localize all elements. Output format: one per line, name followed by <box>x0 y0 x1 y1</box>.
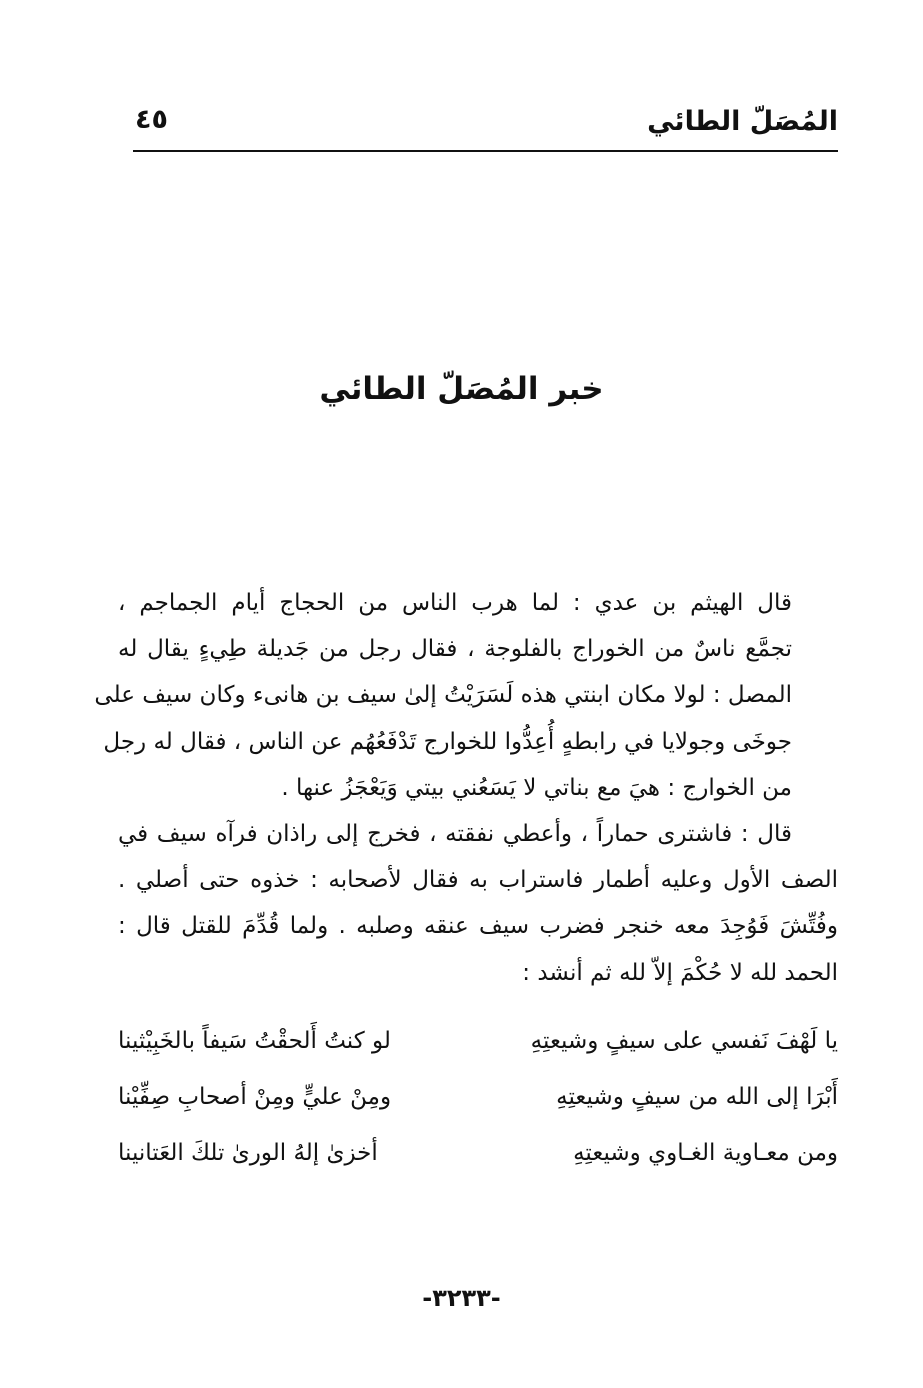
text-line: قال : فاشترى حماراً ، وأعطي نفقته ، فخرج إلى راذان فرآه سيف في <box>118 821 792 848</box>
text-line: الصف الأول وعليه أطمار فاستراب به فقال لأصحابه : خذوه حتى أصلي . <box>118 867 838 894</box>
verse-second-hemistich: لو كنتُ أَلحقْتُ سَيفاً بالخَبِيْثينا <box>118 1028 391 1054</box>
verse-first-hemistich: ومن معـاوية الغـاوي وشيعتِهِ <box>573 1140 838 1166</box>
text-line: جوخَى وجولايا في رابطهٍ أُعِدُّوا للخوارج تَدْفَعُهُم عن الناس ، فقال له رجل <box>103 728 792 755</box>
verse-line <box>118 1074 838 1120</box>
running-title: المُصَلّ الطائي <box>647 106 838 137</box>
header-rule <box>133 150 838 152</box>
verse-second-hemistich: ومِنْ عليٍّ ومِنْ أصحابِ صِفِّيْنا <box>118 1084 392 1110</box>
verse-first-hemistich: يا لَهْفَ نَفسي على سيفٍ وشيعتِهِ <box>530 1028 838 1054</box>
body-text <box>94 580 838 996</box>
paragraph-1 <box>94 580 838 811</box>
chapter-title: خبر المُصَلّ الطائي <box>319 371 604 407</box>
text-line: من الخوارج : هيَ مع بناتي لا يَسَعُني بيتي وَيَعْجَزُ عنها . <box>281 774 792 801</box>
verse-line <box>118 1018 838 1064</box>
running-header <box>133 100 838 156</box>
paragraph-2 <box>118 811 838 996</box>
verse-second-hemistich: أخزىٰ إلهُ الورىٰ تلكَ العَتانينا <box>118 1140 378 1166</box>
text-line: المصل : لولا مكان ابنتي هذه لَسَرَيْتُ إلىٰ سيف بن هانىء وكان سيف على <box>94 682 792 709</box>
text-line: الحمد لله لا حُكْمَ إلاّ لله ثم أنشد : <box>522 959 838 986</box>
page-number: ٤٥ <box>135 104 168 135</box>
text-line: تجمَّع ناسٌ من الخوراج بالفلوجة ، فقال رجل من جَديلة طِيءٍ يقال له <box>118 636 792 663</box>
page-folio: -٣٢٣٣- <box>422 1284 501 1312</box>
text-line: قال الهيثم بن عدي : لما هرب الناس من الحجاج أيام الجماجم ، <box>118 590 792 616</box>
verse-line <box>118 1130 838 1176</box>
verse-first-hemistich: أَبْرَا إلى الله من سيفٍ وشيعتِهِ <box>556 1084 838 1110</box>
text-line: وفُتِّشَ فَوُجِدَ معه خنجر فضرب سيف عنقه وصلبه . ولما قُدِّمَ للقتل قال : <box>118 913 838 940</box>
